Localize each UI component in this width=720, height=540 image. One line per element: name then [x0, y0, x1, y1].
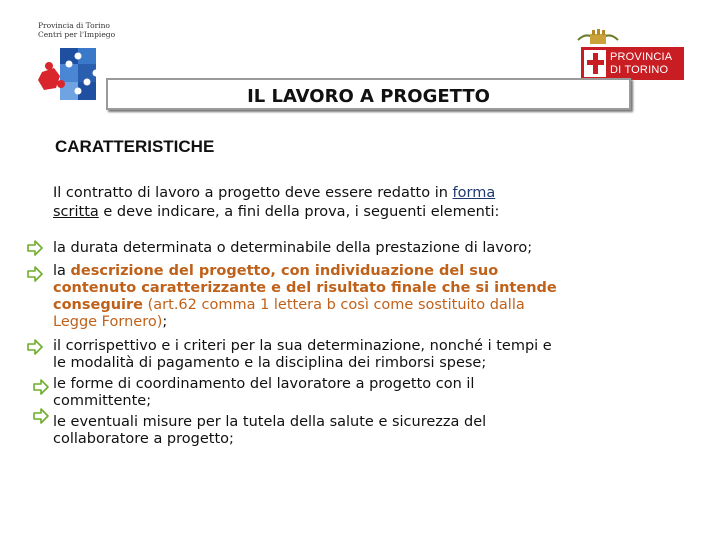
intro-text-2: e deve indicare, a fini della prova, i seguenti elementi: — [98, 204, 500, 220]
item2-bold2: contenuto caratterizzante e del risultato finale che si intende — [53, 280, 557, 296]
arrow-right-icon — [27, 240, 43, 256]
arrow-right-icon — [27, 266, 43, 282]
item2-end: ; — [162, 314, 168, 330]
logo-left-line1: Provincia di Torino — [38, 21, 110, 30]
item3-line1: il corrispettivo e i criteri per la sua determinazione, nonché i tempi e — [53, 338, 552, 354]
item2-pre: la — [53, 263, 71, 279]
page-title: IL LAVORO A PROGETTO — [247, 86, 490, 107]
item4-line1: le forme di coordinamento del lavoratore a progetto con il — [53, 376, 475, 392]
list-item — [53, 414, 693, 448]
arrow-right-icon — [33, 408, 49, 424]
list-item — [53, 263, 693, 331]
crown-icon — [576, 28, 688, 48]
item2-bold3: conseguire — [53, 297, 144, 313]
item2-ref2: Legge Fornero) — [53, 314, 163, 330]
list-item — [53, 376, 693, 410]
intro-paragraph — [53, 184, 663, 222]
badge-line2: DI TORINO — [610, 64, 669, 76]
item5-line1: le eventuali misure per la tutela della salute e sicurezza del — [53, 414, 487, 430]
item2-ref1: (art.62 comma 1 lettera b così come sostituito dalla — [143, 297, 525, 313]
provincia-badge — [581, 47, 684, 80]
item5-line2: collaboratore a progetto; — [53, 431, 234, 447]
arrow-right-icon — [27, 339, 43, 355]
logo-left-line2: Centri per l'Impiego — [38, 30, 116, 39]
intro-text-1: Il contratto di lavoro a progetto deve essere redatto in — [53, 185, 453, 201]
title-box — [106, 78, 631, 110]
scritta-link[interactable]: scritta — [53, 204, 99, 220]
cross-icon — [584, 50, 606, 77]
section-title: CARATTERISTICHE — [55, 137, 215, 156]
item2-bold1: descrizione del progetto, con individuazione del suo — [70, 263, 499, 279]
puzzle-logo-icon — [38, 46, 104, 106]
item4-line2: committente; — [53, 393, 152, 409]
provincia-di-torino-logo — [576, 28, 688, 82]
arrow-right-icon — [33, 379, 49, 395]
list-item — [53, 240, 532, 257]
forma-link[interactable]: forma — [452, 185, 496, 201]
item1-text: la durata determinata o determinabile della prestazione di lavoro; — [53, 240, 533, 256]
item3-line2: le modalità di pagamento e la disciplina dei rimborsi spese; — [53, 355, 487, 371]
list-item — [53, 338, 693, 372]
badge-line1: PROVINCIA — [610, 51, 673, 63]
